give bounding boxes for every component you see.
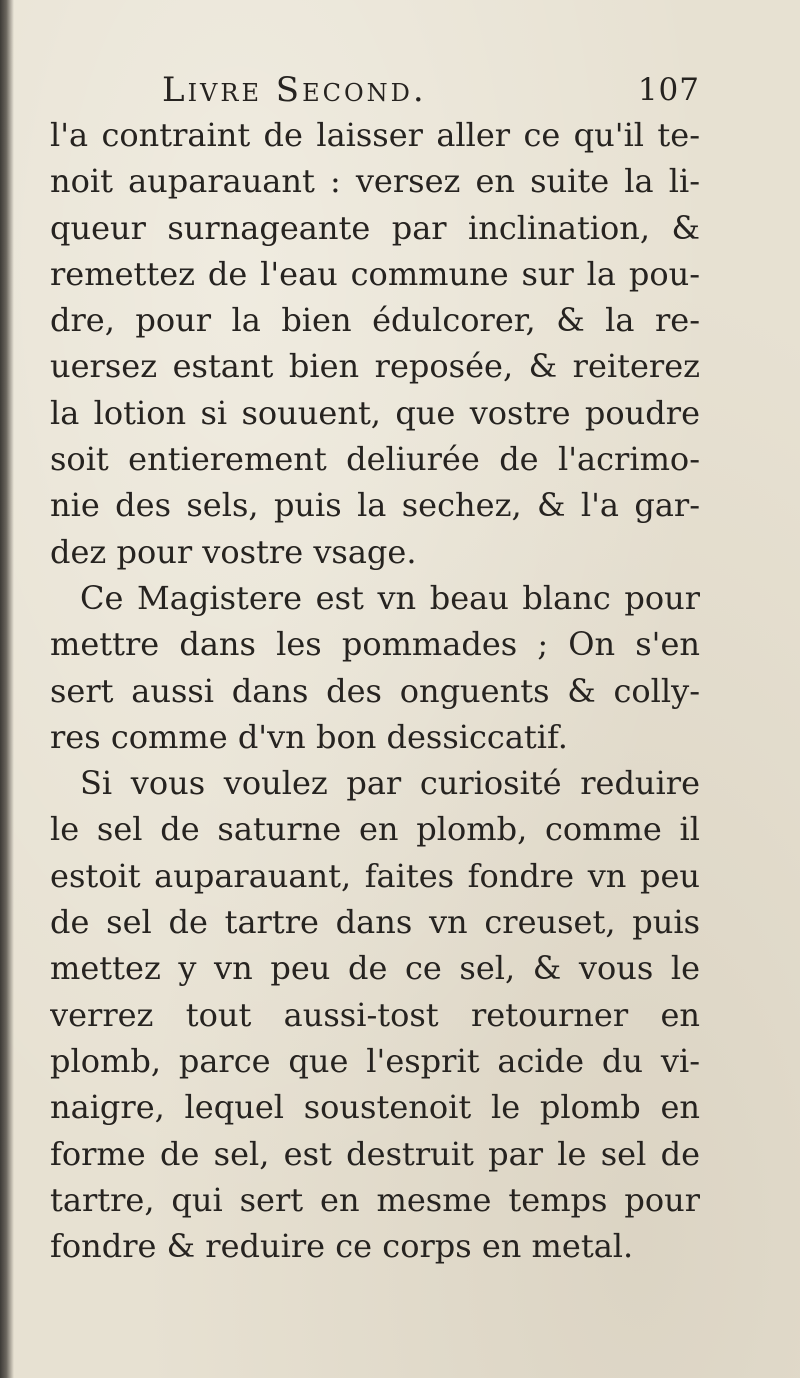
text-line: verrez tout aussi-tost retourner en xyxy=(50,995,700,1034)
text-line: Ce Magistere est vn beau blanc pour xyxy=(80,578,700,617)
text-line: uersez estant bien reposée, & reiterez xyxy=(50,347,700,386)
text-line: soit entierement deliurée de l'acrimo- xyxy=(50,440,700,479)
text-line: la lotion si souuent, que vostre poudre xyxy=(50,393,700,432)
text-line: queur surnageante par inclination, & xyxy=(50,208,700,247)
text-line: forme de sel, est destruit par le sel de xyxy=(50,1134,700,1173)
running-head xyxy=(50,62,700,112)
text-line: naigre, lequel soustenoit le plomb en xyxy=(50,1088,700,1127)
text-line: mettez y vn peu de ce sel, & vous le xyxy=(50,949,700,988)
text-line: de sel de tartre dans vn creuset, puis xyxy=(50,903,700,942)
body-text xyxy=(50,112,700,1269)
text-line: res comme d'vn bon dessiccatif. xyxy=(50,717,568,756)
text-line: plomb, parce que l'esprit acide du vi- xyxy=(50,1041,700,1080)
text-line: dre, pour la bien édulcorer, & la re- xyxy=(50,301,700,340)
text-line: le sel de saturne en plomb, comme il xyxy=(50,810,700,849)
text-line: remettez de l'eau commune sur la pou- xyxy=(50,254,700,293)
binding-shadow xyxy=(0,0,14,1378)
text-line: noit auparauant : versez en suite la li- xyxy=(50,162,700,201)
running-title: Livre Second. xyxy=(162,70,427,110)
text-line: sert aussi dans des onguents & colly- xyxy=(50,671,700,710)
text-line: nie des sels, puis la sechez, & l'a gar- xyxy=(50,486,700,525)
text-line: tartre, qui sert en mesme temps pour xyxy=(50,1180,700,1219)
text-line: l'a contraint de laisser aller ce qu'il te- xyxy=(50,116,700,154)
text-line: mettre dans les pommades ; On s'en xyxy=(50,625,700,664)
text-line: dez pour vostre vsage. xyxy=(50,532,417,571)
text-line: Si vous voulez par curiosité reduire xyxy=(80,764,700,803)
page-number: 107 xyxy=(637,72,700,108)
text-line: fondre & reduire ce corps en metal. xyxy=(50,1227,634,1266)
book-page xyxy=(50,62,700,1269)
text-line: estoit auparauant, faites fondre vn peu xyxy=(50,856,700,895)
